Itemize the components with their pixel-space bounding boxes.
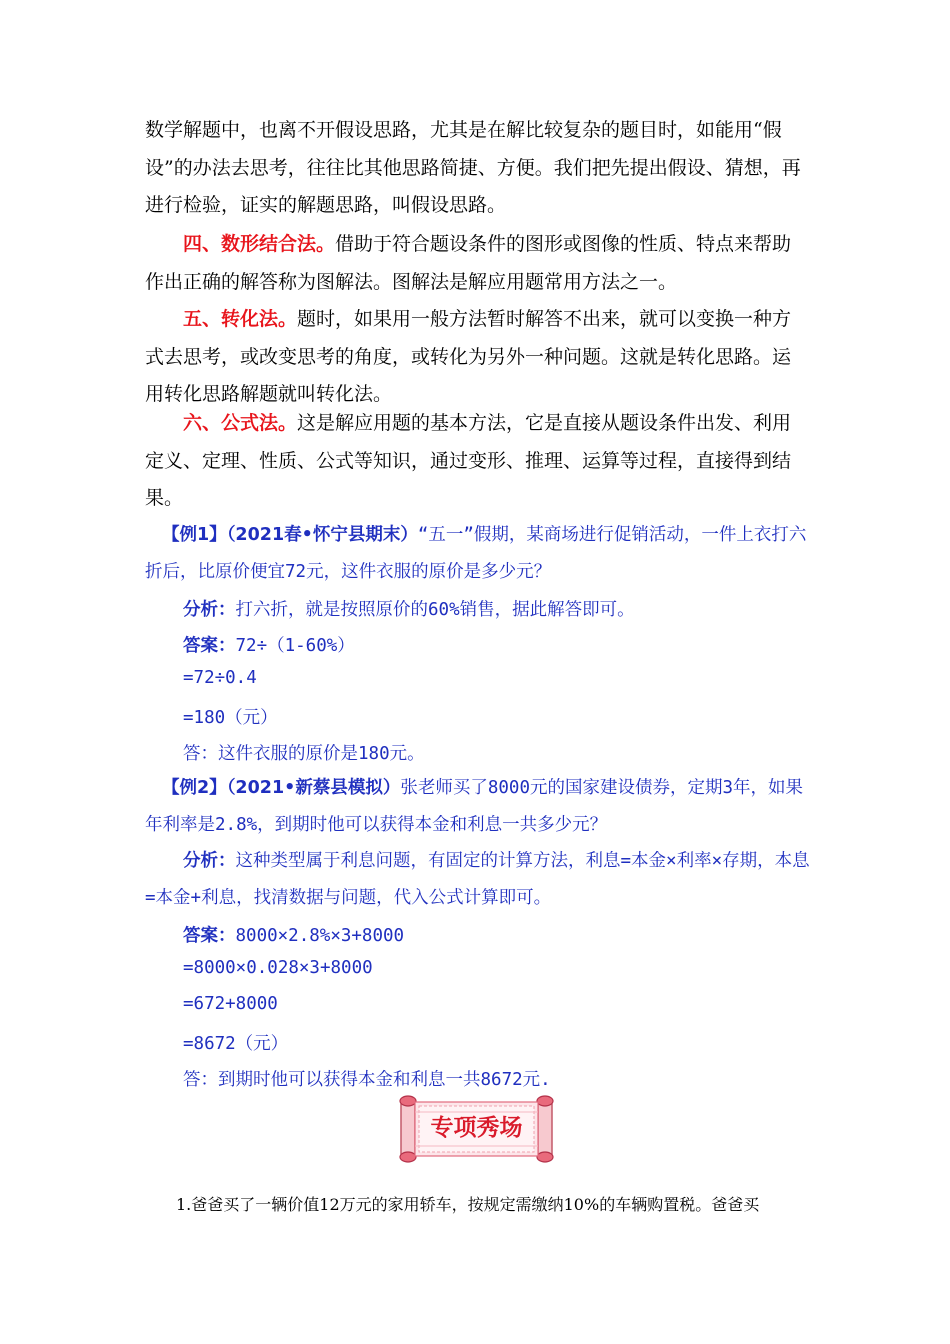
example2-answer-line-3: =672+8000	[183, 994, 278, 1014]
example1-question-text: “五一”假期，某商场进行促销活动，一件上衣打六折后，比原价便宜72元，这件衣服的原价是多少元？	[145, 525, 807, 582]
example1-answer-line-1: 72÷（1-60%）	[235, 636, 355, 656]
example2-answer-line-1: 8000×2.8%×3+8000	[235, 926, 405, 946]
method-six	[145, 405, 805, 518]
method-six-text: 这是解应用题的基本方法，它是直接从题设条件出发、利用定义、定理、性质、公式等知识，通过变形、推理、运算等过程，直接得到结果。	[145, 412, 792, 509]
example2-source: （2021•新蔡县模拟）	[226, 778, 401, 798]
example1-answer	[183, 632, 355, 657]
example1-analysis-text: 打六折，就是按照原价的60%销售，据此解答即可。	[235, 600, 635, 620]
example2-question-text: 张老师买了8000元的国家建设债券，定期3年，如果年利率是2.8%，到期时他可以获得本金和利息一共多少元？	[145, 778, 804, 835]
example2-answer-line-2: =8000×0.028×3+8000	[183, 958, 373, 978]
method-five	[145, 301, 805, 414]
example2-analysis-text: 这种类型属于利息问题，有固定的计算方法，利息=本金×利率×存期，本息=本金+利息，找清数据与问题，代入公式计算即可。	[145, 851, 810, 908]
method-four-text: 借助于符合题设条件的图形或图像的性质、特点来帮助作出正确的解答称为图解法。图解法是解应用题常用方法之一。	[145, 233, 792, 293]
intro-paragraph: 数学解题中，也离不开假设思路，尤其是在解比较复杂的题目时，如能用“假设”的办法去思考，往往比其他思路简捷、方便。我们把先提出假设、猜想，再进行检验，证实的解题思路，叫假设思路。	[145, 119, 801, 216]
example2-analysis-label: 分析：	[183, 851, 236, 871]
example1-source: （2021春•怀宁县期末）	[226, 525, 418, 545]
method-six-heading: 六、公式法。	[183, 412, 298, 434]
example1-analysis	[183, 596, 635, 621]
example2-conclusion: 答：到期时他可以获得本金和利息一共8672元.	[183, 1070, 551, 1090]
example2-answer-label: 答案：	[183, 926, 236, 946]
example2-answer-line-4: =8672（元）	[183, 1034, 289, 1054]
example1-conclusion: 答：这件衣服的原价是180元。	[183, 744, 425, 764]
example2-analysis	[145, 843, 810, 916]
banner-title: 专项秀场	[430, 1115, 523, 1141]
example1-analysis-label: 分析：	[183, 600, 236, 620]
example2-answer	[183, 922, 404, 947]
method-four-heading: 四、数形结合法。	[183, 233, 336, 255]
example1-answer-label: 答案：	[183, 636, 236, 656]
method-five-text: 题时，如果用一般方法暂时解答不出来，就可以变换一种方式去思考，或改变思考的角度，或转化为另外一种问题。这就是转化思路。运用转化思路解题就叫转化法。	[145, 308, 792, 405]
section-banner	[395, 1092, 558, 1164]
method-four	[145, 226, 805, 301]
example1-answer-line-2: =72÷0.4	[183, 668, 257, 688]
question-1: 1.爸爸买了一辆价值12万元的家用轿车，按规定需缴纳10%的车辆购置税。爸爸买	[176, 1195, 760, 1214]
example2-tag: 【例2】	[162, 778, 227, 798]
example2-question	[145, 770, 810, 843]
method-five-heading: 五、转化法。	[183, 308, 298, 330]
example1-question	[145, 517, 810, 590]
example1-answer-line-3: =180（元）	[183, 708, 278, 728]
example1-tag: 【例1】	[162, 525, 227, 545]
